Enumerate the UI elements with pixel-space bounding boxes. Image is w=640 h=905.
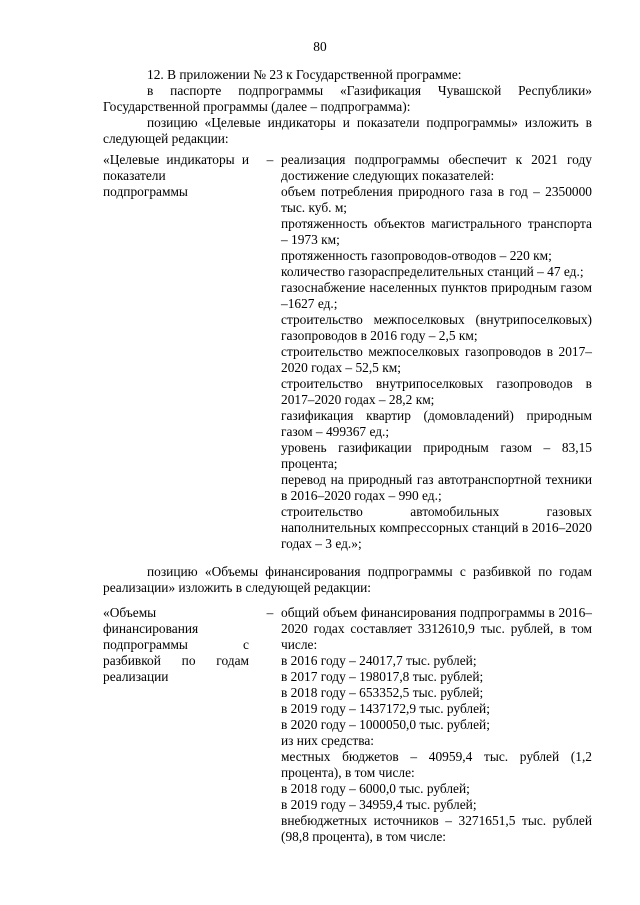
indicator-item: газоснабжение населенных пунктов природным газом –1627 ед.; [281, 280, 592, 311]
indicator-item: объем потребления природного газа в год – 2350000 тыс. куб. м; [281, 184, 592, 215]
indicator-item: уровень газификации природным газом – 83,15 процента; [281, 440, 592, 471]
middle-line: позицию «Объемы финансирования подпрограммы с разбивкой по годам реализации» изложить в следующей редакции: [103, 564, 592, 595]
financing-item: общий объем финансирования подпрограммы в 2016–2020 годах составляет 3312610,9 тыс. рублей, в том числе: [281, 605, 592, 652]
indicator-item: строительство внутрипоселковых газопроводов в 2017–2020 годах – 28,2 км; [281, 376, 592, 407]
intro-section [103, 67, 592, 147]
indicators-table-dash: – [266, 152, 274, 167]
intro-line-3: позицию «Целевые индикаторы и показатели подпрограммы» изложить в следующей редакции: [103, 115, 592, 146]
indicators-table-label: «Целевые индикаторы и показатели подпрограммы [103, 152, 249, 199]
financing-table-values [281, 605, 592, 845]
financing-item: в 2019 году – 34959,4 тыс. рублей; [281, 797, 477, 812]
financing-item: в 2016 году – 24017,7 тыс. рублей; [281, 653, 477, 668]
indicator-item: реализация подпрограммы обеспечит к 2021 году достижение следующих показателей: [281, 152, 592, 183]
indicator-item: протяженность газопроводов-отводов – 220 км; [281, 248, 552, 263]
middle-section [103, 564, 592, 596]
indicator-item: количество газораспределительных станций – 47 ед.; [281, 264, 584, 279]
indicator-item: газификация квартир (домовладений) природным газом – 499367 ед.; [281, 408, 592, 439]
financing-item: в 2018 году – 6000,0 тыс. рублей; [281, 781, 470, 796]
indicator-item: протяженность объектов магистрального транспорта – 1973 км; [281, 216, 592, 247]
financing-table-label: «Объемы финансирования подпрограммы с разбивкой по годам реализации [103, 605, 249, 684]
financing-item: в 2020 году – 1000050,0 тыс. рублей; [281, 717, 490, 732]
financing-item: в 2019 году – 1437172,9 тыс. рублей; [281, 701, 490, 716]
financing-item: местных бюджетов – 40959,4 тыс. рублей (1,2 процента), в том числе: [281, 749, 592, 780]
financing-table [103, 605, 592, 845]
page-number: 80 [313, 39, 327, 54]
indicator-item: строительство межпоселковых (внутрипоселковых) газопроводов в 2016 году – 2,5 км; [281, 312, 592, 343]
intro-line-1: 12. В приложении № 23 к Государственной программе: [147, 67, 462, 82]
financing-item: в 2018 году – 653352,5 тыс. рублей; [281, 685, 484, 700]
indicator-item: строительство автомобильных газовых наполнительных компрессорных станций в 2016–2020 годах – 3 ед.»; [281, 504, 592, 551]
financing-table-dash: – [266, 605, 274, 620]
indicators-table [103, 152, 592, 552]
financing-item: в 2017 году – 198017,8 тыс. рублей; [281, 669, 484, 684]
indicator-item: строительство межпоселковых газопроводов в 2017–2020 годах – 52,5 км; [281, 344, 592, 375]
indicators-table-values [281, 152, 592, 552]
financing-item: внебюджетных источников – 3271651,5 тыс. рублей (98,8 процента), в том числе: [281, 813, 592, 844]
intro-line-2: в паспорте подпрограммы «Газификация Чувашской Республики» Государственной программы (далее – подпрограмма): [103, 83, 592, 114]
financing-item: из них средства: [281, 733, 375, 748]
indicator-item: перевод на природный газ автотранспортной техники в 2016–2020 годах – 990 ед.; [281, 472, 592, 503]
